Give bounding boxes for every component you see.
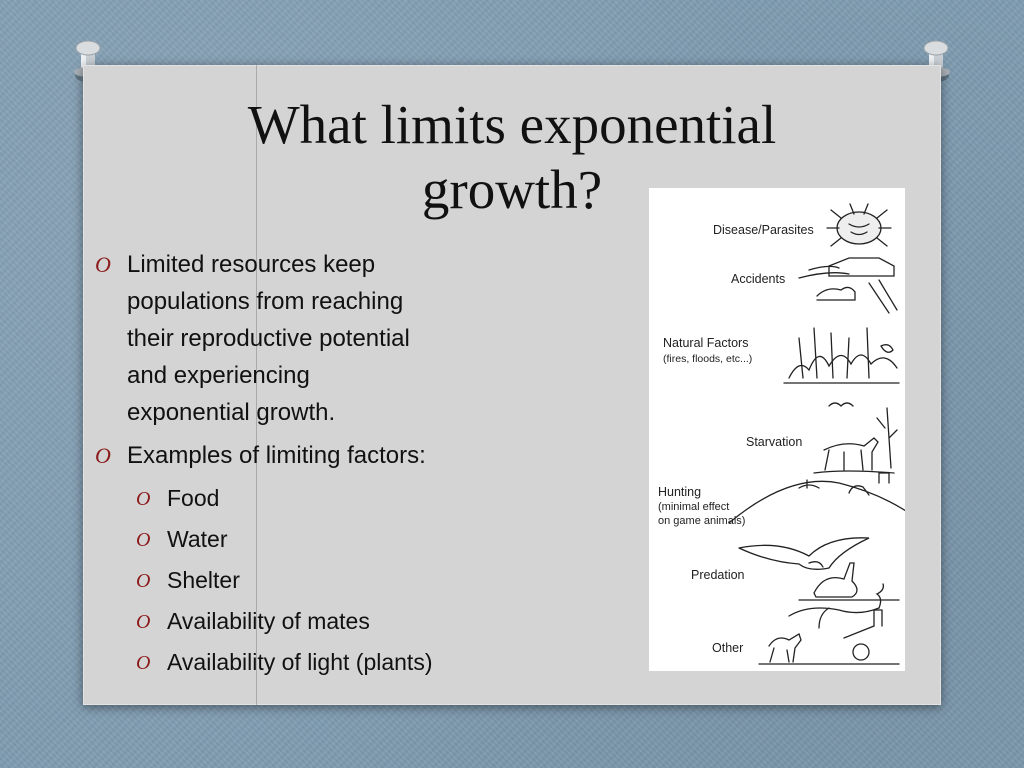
tick-parasite-icon: [827, 204, 891, 246]
label-hunting-sub1: (minimal effect: [658, 501, 730, 513]
bullet-text-line: their reproductive potential: [127, 325, 410, 352]
label-other: Other: [712, 641, 744, 655]
label-natural-factors-sub: (fires, floods, etc...): [663, 353, 753, 365]
limiting-factors-illustration: [649, 188, 905, 671]
other-factors-icon: [759, 584, 899, 664]
hunter-hill-icon: [729, 473, 905, 523]
sub-bullet-text: Shelter: [167, 567, 240, 593]
title-line-1: What limits exponential: [247, 94, 777, 155]
car-accident-icon: [799, 258, 897, 313]
sub-bullet-marker-icon: O: [136, 611, 151, 633]
bullet-text-line: and experiencing: [127, 362, 310, 389]
sub-bullet-text: Availability of light (plants): [167, 649, 433, 675]
sub-bullet-marker-icon: O: [136, 652, 151, 674]
label-hunting: Hunting: [658, 485, 702, 499]
bullet-text-line: Limited resources keep: [127, 251, 376, 278]
starving-deer-icon: [814, 403, 897, 473]
label-natural-factors: Natural Factors: [663, 336, 749, 350]
bullet-item: [95, 246, 515, 431]
sub-bullet-text: Water: [167, 526, 228, 552]
label-disease: Disease/Parasites: [713, 223, 814, 237]
sub-bullet-item: [95, 522, 515, 556]
label-predation: Predation: [691, 568, 745, 582]
sub-bullet-text: Availability of mates: [167, 608, 370, 634]
title-line-2: growth?: [421, 159, 603, 220]
bullet-item: [95, 437, 515, 474]
sub-bullet-marker-icon: O: [136, 529, 151, 551]
label-hunting-sub2: on game animals): [658, 515, 746, 527]
bullet-text-line: Examples of limiting factors:: [127, 442, 426, 469]
bullet-text-line: exponential growth.: [127, 399, 336, 426]
bullet-marker-icon: O: [95, 443, 111, 468]
hawk-rabbit-icon: [739, 538, 899, 600]
sub-bullet-text: Food: [167, 485, 220, 511]
sub-bullet-item: [95, 604, 515, 638]
sub-bullet-marker-icon: O: [136, 488, 151, 510]
sub-bullet-marker-icon: O: [136, 570, 151, 592]
sub-bullet-item: [95, 645, 515, 679]
label-starvation: Starvation: [746, 435, 803, 449]
label-accidents: Accidents: [731, 272, 786, 286]
bullet-text-line: populations from reaching: [127, 288, 404, 315]
sub-bullet-item: [95, 563, 515, 597]
bullet-list: [95, 246, 515, 679]
sub-bullet-item: [95, 481, 515, 515]
fire-flood-icon: [784, 328, 899, 383]
bullet-marker-icon: O: [95, 252, 111, 277]
